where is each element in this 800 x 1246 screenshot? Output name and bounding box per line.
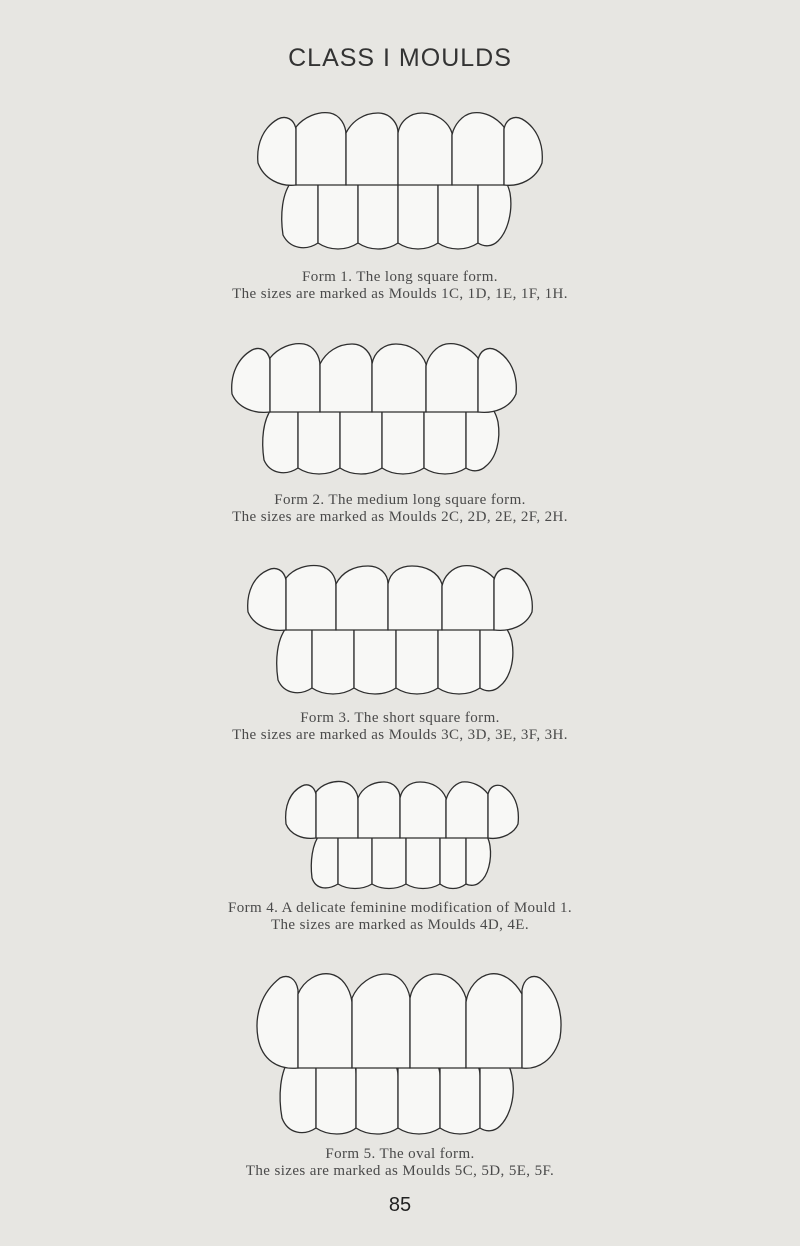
form-2-teeth-illustration xyxy=(0,338,800,480)
form-2-caption xyxy=(0,492,800,526)
form-2-caption-line2: The sizes are marked as Moulds 2C, 2D, 2E, 2F, 2H. xyxy=(232,509,568,525)
form-5-figure xyxy=(0,968,800,1144)
form-4-caption-line1: Form 4. A delicate feminine modification of Mould 1. xyxy=(227,900,573,916)
form-1-teeth-illustration xyxy=(0,105,800,257)
form-2-figure xyxy=(0,338,800,480)
form-5-caption-line2: The sizes are marked as Moulds 5C, 5D, 5E, 5F. xyxy=(245,1163,555,1179)
form-3-caption xyxy=(0,710,800,744)
form-2-caption-line1: Form 2. The medium long square form. xyxy=(274,492,526,508)
form-4-caption-line2: The sizes are marked as Moulds 4D, 4E. xyxy=(270,917,530,933)
form-1-figure xyxy=(0,105,800,257)
form-3-teeth-illustration xyxy=(0,560,800,700)
page-title: CLASS I MOULDS xyxy=(288,44,512,72)
form-5-caption xyxy=(0,1146,800,1180)
page-number: 85 xyxy=(388,1194,412,1216)
form-3-figure xyxy=(0,560,800,700)
form-1-caption-line2: The sizes are marked as Moulds 1C, 1D, 1E, 1F, 1H. xyxy=(232,286,568,302)
form-4-caption xyxy=(0,900,800,934)
form-4-teeth-illustration xyxy=(0,778,800,896)
form-3-caption-line2: The sizes are marked as Moulds 3C, 3D, 3E, 3F, 3H. xyxy=(232,727,568,743)
form-4-figure xyxy=(0,778,800,896)
form-5-teeth-illustration xyxy=(0,968,800,1144)
form-3-caption-line1: Form 3. The short square form. xyxy=(300,710,500,726)
form-5-caption-line1: Form 5. The oval form. xyxy=(325,1146,475,1162)
form-1-caption xyxy=(0,269,800,303)
form-1-caption-line1: Form 1. The long square form. xyxy=(302,269,498,285)
